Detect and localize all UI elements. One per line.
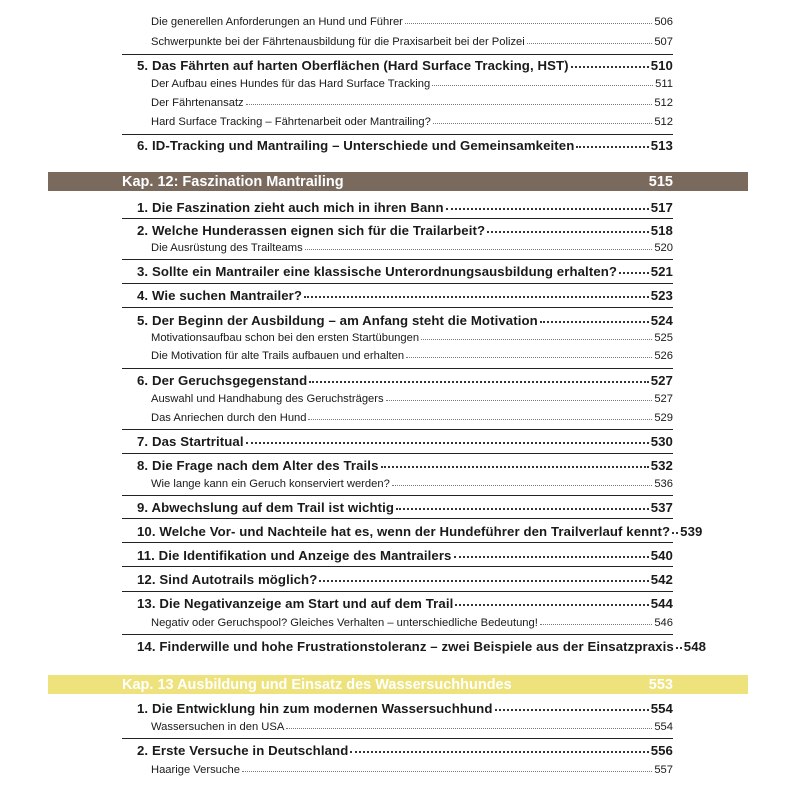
toc-entry[interactable] (137, 58, 673, 73)
entry-title: Negativ oder Geruchspool? Gleiches Verhalten – unterschiedliche Bedeutung! (151, 617, 538, 629)
dot-leader (540, 624, 652, 625)
section-divider (122, 566, 673, 567)
entry-title: 1. Die Faszination zieht auch mich in ihren Bann (137, 200, 444, 215)
dot-leader (286, 728, 652, 729)
dot-leader (304, 296, 649, 298)
entry-page: 527 (654, 393, 673, 405)
dot-leader (405, 23, 652, 24)
entry-page: 536 (654, 478, 673, 490)
toc-entry[interactable] (137, 639, 707, 654)
toc-subentry[interactable] (151, 764, 673, 776)
toc-entry[interactable] (137, 223, 673, 238)
entry-page: 540 (650, 548, 673, 563)
entry-title: 2. Erste Versuche in Deutschland (137, 743, 349, 758)
entry-page: 537 (650, 500, 673, 515)
dot-leader (487, 231, 649, 233)
entry-page: 546 (654, 617, 673, 629)
entry-title: 5. Das Fährten auf harten Oberflächen (Hard Surface Tracking, HST) (137, 58, 569, 73)
chapter-heading-kap-12[interactable] (48, 172, 748, 191)
toc-entry[interactable] (137, 596, 673, 611)
entry-title: 12. Sind Autotrails möglich? (137, 572, 318, 587)
toc-subentry[interactable] (151, 617, 673, 629)
toc-entry[interactable] (137, 200, 673, 215)
toc-entry[interactable] (137, 138, 673, 153)
entry-page: 512 (654, 116, 673, 128)
dot-leader (446, 208, 649, 210)
entry-page: 527 (650, 373, 673, 388)
section-divider (122, 518, 673, 519)
entry-page: 557 (654, 764, 673, 776)
entry-page: 511 (655, 78, 673, 90)
entry-page: 517 (650, 200, 673, 215)
toc-subentry[interactable] (151, 721, 673, 733)
dot-leader (381, 466, 649, 468)
section-divider (122, 542, 673, 543)
toc-entry[interactable] (137, 572, 673, 587)
toc-subentry[interactable] (151, 350, 673, 362)
dot-leader (540, 321, 649, 323)
dot-leader (392, 485, 653, 486)
entry-title: 8. Die Frage nach dem Alter des Trails (137, 458, 379, 473)
entry-page: 530 (650, 434, 673, 449)
entry-title: 6. Der Geruchsgegenstand (137, 373, 308, 388)
entry-title: 7. Das Startritual (137, 434, 244, 449)
toc-entry[interactable] (137, 288, 673, 303)
dot-leader (305, 249, 653, 250)
dot-leader (576, 146, 648, 148)
section-divider (122, 634, 673, 635)
toc-subentry[interactable] (151, 393, 673, 405)
toc-subentry[interactable] (151, 478, 673, 490)
toc-subentry[interactable] (151, 242, 673, 254)
entry-page: 544 (650, 596, 673, 611)
dot-leader (319, 580, 648, 582)
toc-subentry[interactable] (151, 16, 673, 28)
section-divider (122, 283, 673, 284)
section-divider (122, 218, 673, 219)
dot-leader (246, 442, 649, 444)
entry-title: 6. ID-Tracking und Mantrailing – Unterschiede und Gemeinsamkeiten (137, 138, 575, 153)
section-divider (122, 495, 673, 496)
dot-leader (432, 85, 653, 86)
entry-title: Schwerpunkte bei der Fährtenausbildung für die Praxisarbeit bei der Polizei (151, 36, 525, 48)
dot-leader (308, 419, 652, 420)
dot-leader (246, 104, 653, 105)
dot-leader (454, 556, 649, 558)
entry-title: Motivationsaufbau schon bei den ersten Startübungen (151, 332, 420, 344)
entry-title: Die Ausrüstung des Trailteams (151, 242, 303, 254)
dot-leader (386, 400, 653, 401)
chapter-title: Kap. 12: Faszination Mantrailing (122, 173, 344, 190)
entry-title: Der Fährtenansatz (151, 97, 244, 109)
toc-subentry[interactable] (151, 412, 673, 424)
entry-title: Haarige Versuche (151, 764, 240, 776)
chapter-page: 553 (648, 676, 673, 693)
entry-title: 5. Der Beginn der Ausbildung – am Anfang steht die Motivation (137, 313, 538, 328)
toc-subentry[interactable] (151, 78, 673, 90)
toc-entry[interactable] (137, 701, 673, 716)
chapter-heading-kap-13[interactable] (48, 675, 748, 694)
dot-leader (527, 43, 653, 44)
dot-leader (676, 647, 682, 649)
section-divider (122, 429, 673, 430)
section-divider (122, 368, 673, 369)
entry-page: 512 (654, 97, 673, 109)
toc-entry[interactable] (137, 548, 673, 563)
entry-page: 521 (650, 264, 673, 279)
entry-page: 507 (654, 36, 673, 48)
entry-page: 523 (650, 288, 673, 303)
dot-leader (396, 508, 649, 510)
entry-page: 518 (650, 223, 673, 238)
entry-title: Die Motivation für alte Trails aufbauen und erhalten (151, 350, 405, 362)
entry-page: 554 (654, 721, 673, 733)
entry-title: 4. Wie suchen Mantrailer? (137, 288, 303, 303)
section-divider (122, 307, 673, 308)
entry-title: 2. Welche Hunderassen eignen sich für die Trailarbeit? (137, 223, 486, 238)
entry-title: 3. Sollte ein Mantrailer eine klassische Unterordnungsausbildung erhalten? (137, 264, 618, 279)
section-divider (122, 591, 673, 592)
dot-leader (619, 272, 649, 274)
entry-page: 548 (683, 639, 707, 654)
entry-page: 554 (650, 701, 673, 716)
entry-title: 13. Die Negativanzeige am Start und auf dem Trail (137, 596, 454, 611)
entry-title: Das Anriechen durch den Hund (151, 412, 307, 424)
entry-title: Auswahl und Handhabung des Geruchsträgers (151, 393, 384, 405)
entry-title: 1. Die Entwicklung hin zum modernen Wassersuchhund (137, 701, 493, 716)
entry-title: 9. Abwechslung auf dem Trail ist wichtig (137, 500, 395, 515)
chapter-title: Kap. 13 Ausbildung und Einsatz des Wassersuchhundes (122, 676, 512, 693)
entry-title: Hard Surface Tracking – Fährtenarbeit oder Mantrailing? (151, 116, 431, 128)
entry-page: 525 (654, 332, 673, 344)
toc-subentry[interactable] (151, 332, 673, 344)
entry-title: Die generellen Anforderungen an Hund und Führer (151, 16, 403, 28)
entry-page: 510 (650, 58, 673, 73)
dot-leader (421, 339, 652, 340)
entry-title: 14. Finderwille und hohe Frustrationstoleranz – zwei Beispiele aus der Einsatzpraxis (137, 639, 674, 654)
dot-leader (433, 123, 652, 124)
toc-entry[interactable] (137, 458, 673, 473)
dot-leader (455, 604, 648, 606)
entry-title: Wie lange kann ein Geruch konserviert werden? (151, 478, 390, 490)
entry-page: 524 (650, 313, 673, 328)
section-divider (122, 134, 673, 135)
section-divider (122, 54, 673, 55)
toc-entry[interactable] (137, 500, 673, 515)
entry-page: 542 (650, 572, 673, 587)
entry-page: 513 (650, 138, 673, 153)
entry-page: 556 (650, 743, 673, 758)
entry-page: 506 (654, 16, 673, 28)
toc-subentry[interactable] (151, 36, 673, 48)
dot-leader (309, 381, 648, 383)
section-divider (122, 259, 673, 260)
toc-entry[interactable] (137, 264, 673, 279)
toc-entry[interactable] (137, 313, 673, 328)
entry-title: 11. Die Identifikation und Anzeige des Mantrailers (137, 548, 452, 563)
entry-page: 532 (650, 458, 673, 473)
dot-leader (406, 357, 652, 358)
entry-title: 10. Welche Vor- und Nachteile hat es, wenn der Hundeführer den Trailverlauf kennt? (137, 524, 671, 539)
dot-leader (672, 532, 678, 534)
chapter-page: 515 (648, 173, 673, 190)
dot-leader (571, 66, 649, 68)
dot-leader (350, 751, 648, 753)
section-divider (122, 453, 673, 454)
entry-page: 529 (654, 412, 673, 424)
entry-title: Wassersuchen in den USA (151, 721, 285, 733)
entry-page: 526 (654, 350, 673, 362)
toc-subentry[interactable] (151, 116, 673, 128)
toc-entry[interactable] (137, 743, 673, 758)
entry-title: Der Aufbau eines Hundes für das Hard Surface Tracking (151, 78, 431, 90)
entry-page: 520 (654, 242, 673, 254)
toc-entry[interactable] (137, 524, 703, 539)
section-divider (122, 738, 673, 739)
dot-leader (242, 771, 652, 772)
toc-entry[interactable] (137, 373, 673, 388)
toc-subentry[interactable] (151, 97, 673, 109)
toc-entry[interactable] (137, 434, 673, 449)
dot-leader (495, 709, 649, 711)
entry-page: 539 (680, 524, 703, 539)
